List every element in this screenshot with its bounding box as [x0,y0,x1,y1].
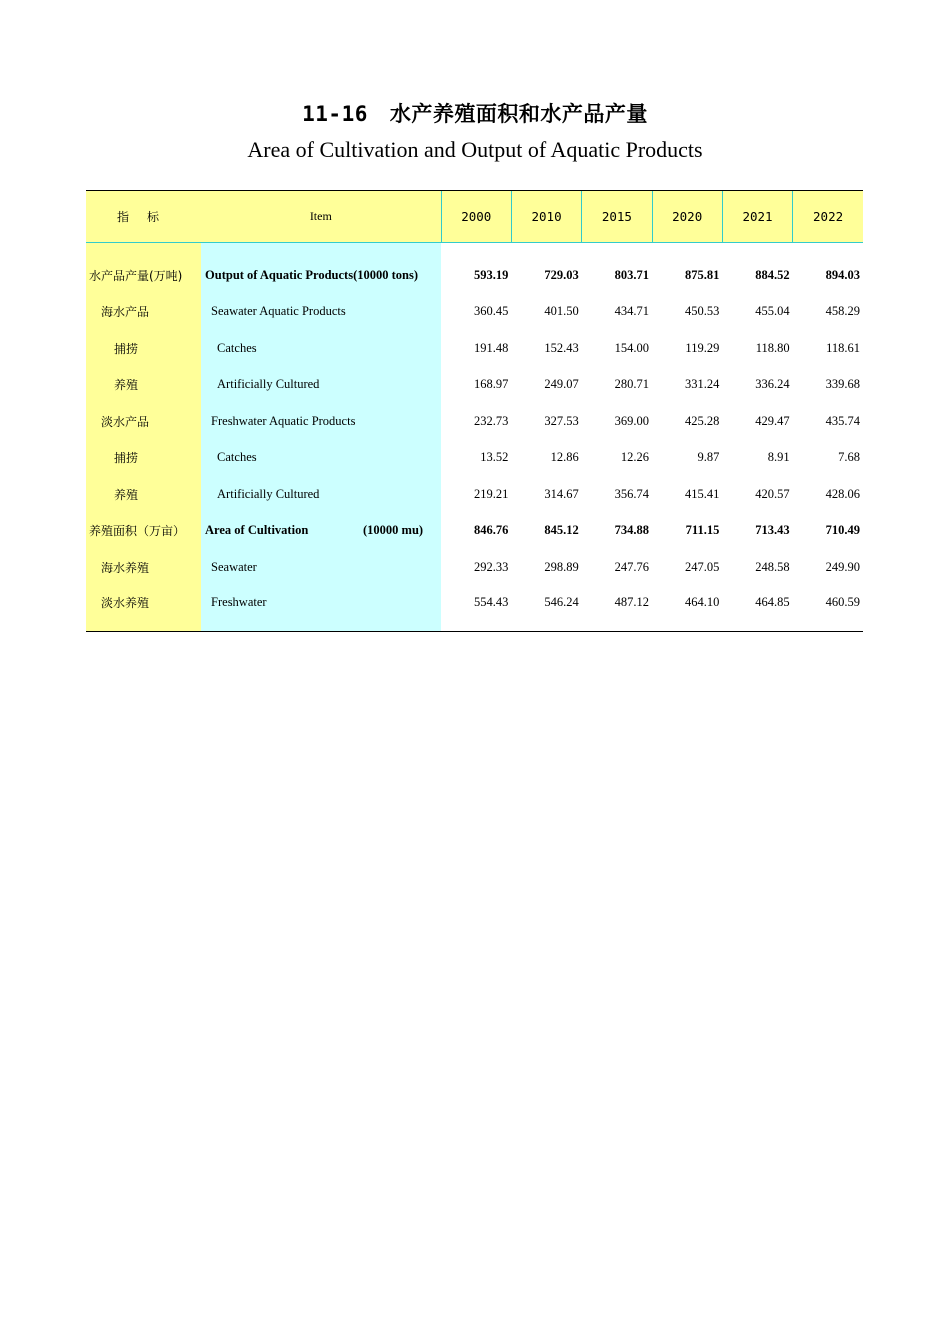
cell-value: 118.61 [826,340,860,355]
cell-value: 247.05 [684,559,720,574]
cell-value: 711.15 [685,523,720,538]
cell-value: 118.80 [755,340,790,355]
row-label-cn: 捕捞 [86,330,201,367]
cell-value: 734.88 [614,523,650,538]
cell-value: 336.24 [755,377,790,392]
cell-value: 464.85 [722,586,792,632]
table-row [86,367,863,404]
cell-value: 292.33 [474,559,509,574]
cell-value: 248.58 [755,559,790,574]
table-row [86,440,863,477]
header-year: 2000 [441,191,511,243]
header-cn: 指标 [86,191,201,243]
table-row [86,330,863,367]
row-label-cn: 海水产品 [86,294,201,331]
cell-value: 119.29 [685,340,720,355]
cell-value: 546.24 [511,586,581,632]
row-label-en: Seawater [201,549,441,586]
cell-value: 429.47 [755,413,790,428]
table-row [86,476,863,513]
cell-value: 729.03 [544,268,579,283]
cell-value: 554.43 [441,586,511,632]
cell-value: 168.97 [474,377,509,392]
cell-value: 12.86 [550,450,579,465]
cell-value: 713.43 [755,523,790,538]
cell-value: 435.74 [825,413,860,428]
cell-value: 846.76 [474,523,509,538]
header-year: 2022 [793,191,863,243]
row-label-en: Seawater Aquatic Products [201,294,441,331]
table-number: 11-16 [302,102,368,126]
row-label-cn: 海水养殖 [86,549,201,586]
header-year: 2020 [652,191,722,243]
row-label-cn: 养殖 [86,367,201,404]
cell-value: 298.89 [544,559,579,574]
row-label-en: Catches [201,440,441,477]
cell-value: 884.52 [755,268,790,283]
table-row [86,549,863,586]
row-label-en: Freshwater [201,586,441,632]
row-label-en: Catches [201,330,441,367]
cell-value: 356.74 [614,486,650,501]
cell-value: 247.76 [614,559,650,574]
row-label-cn: 捕捞 [86,440,201,477]
cell-value: 434.71 [614,304,650,319]
cell-value: 458.29 [825,304,860,319]
cell-value: 425.28 [684,413,720,428]
row-label-cn: 淡水产品 [86,403,201,440]
cell-value: 7.68 [838,450,860,465]
cell-value: 327.53 [544,413,579,428]
cell-value: 420.57 [755,486,790,501]
row-label-en: Artificially Cultured [201,367,441,404]
cell-value: 331.24 [684,377,720,392]
cell-value: 152.43 [544,340,579,355]
cell-value: 845.12 [544,523,579,538]
cell-value: 464.10 [652,586,722,632]
page-title-en: Area of Cultivation and Output of Aquatic Products [247,137,703,162]
title-cn-text: 水产养殖面积和水产品产量 [389,102,648,126]
cell-value: 13.52 [480,450,509,465]
cell-value: 280.71 [614,377,650,392]
cell-value: 219.21 [474,486,509,501]
row-label-en: Output of Aquatic Products(10000 tons) [201,243,441,294]
table-row [86,513,863,550]
cell-value: 12.26 [620,450,650,465]
row-label-en: Artificially Cultured [201,476,441,513]
cell-value: 428.06 [825,486,860,501]
row-label-cn [86,513,201,550]
row-label-cn-unit: （万亩） [137,524,186,539]
row-label-en [201,513,441,550]
header-year: 2015 [582,191,652,243]
cell-value: 875.81 [684,268,720,283]
header-en: Item [201,191,441,243]
cell-value: 339.68 [825,377,860,392]
cell-value: 249.07 [544,377,579,392]
cell-value: 460.59 [793,586,863,632]
cell-value: 154.00 [614,340,650,355]
cell-value: 191.48 [474,340,509,355]
cell-value: 487.12 [582,586,652,632]
cell-value: 415.41 [684,486,720,501]
data-table [86,190,863,632]
table-row [86,294,863,331]
cell-value: 593.19 [474,268,509,283]
cell-value: 450.53 [684,304,720,319]
row-label-cn-text: 养殖面积 [89,524,138,539]
cell-value: 8.91 [767,450,790,465]
cell-value: 314.67 [544,486,579,501]
cell-value: 9.87 [697,450,720,465]
header-year: 2021 [722,191,792,243]
row-label-en-text: Area of Cultivation [205,523,309,538]
page-title-cn [0,98,950,128]
row-label-cn: 淡水养殖 [86,586,201,632]
table-row [86,243,863,294]
row-label-cn: 水产品产量(万吨) [86,243,201,294]
cell-value: 455.04 [755,304,790,319]
cell-value: 249.90 [825,559,860,574]
cell-value: 232.73 [474,413,509,428]
row-label-cn: 养殖 [86,476,201,513]
cell-value: 360.45 [474,304,509,319]
row-label-en: Freshwater Aquatic Products [201,403,441,440]
header-year: 2010 [511,191,581,243]
cell-value: 369.00 [614,413,650,428]
cell-value: 803.71 [614,268,650,283]
table-row [86,586,863,632]
cell-value: 710.49 [825,523,860,538]
table-row [86,403,863,440]
row-label-en-unit: (10000 mu) [363,523,424,538]
cell-value: 401.50 [544,304,579,319]
table-header-row [86,191,863,243]
cell-value: 894.03 [825,268,860,283]
